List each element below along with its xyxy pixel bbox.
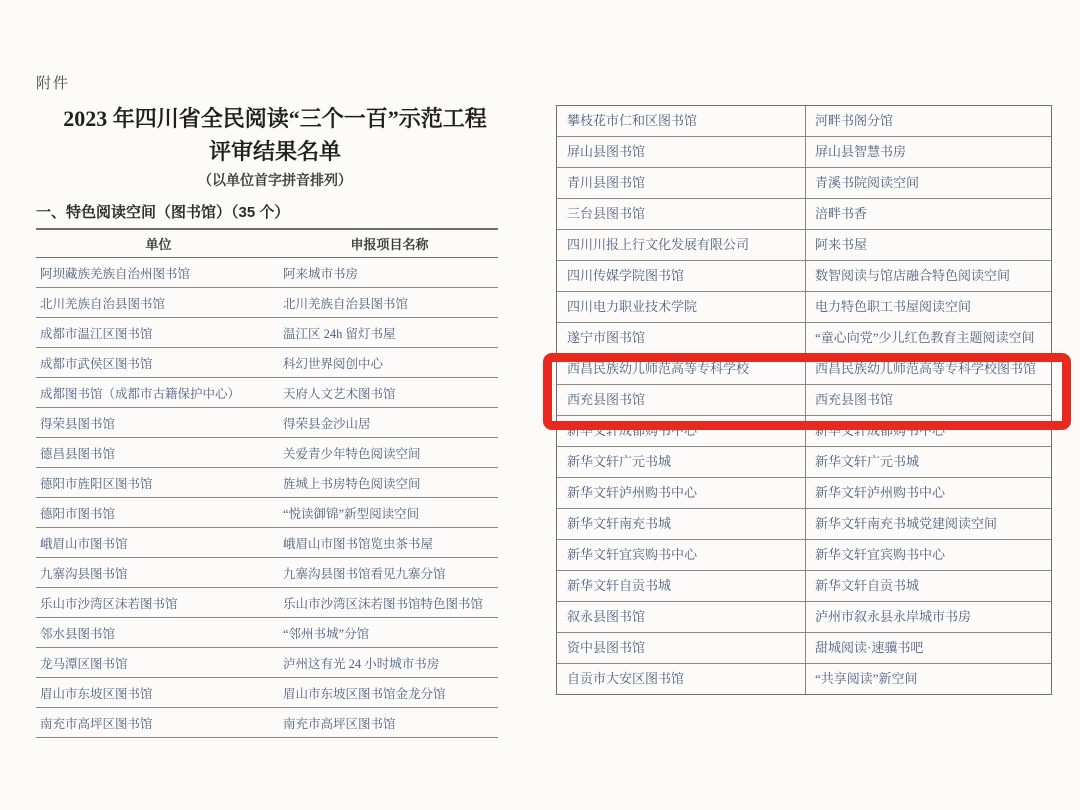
project-cell: 科幻世界阅创中心 (283, 356, 384, 371)
unit-cell: 成都市武侯区图书馆 (40, 356, 153, 371)
project-cell: 数智阅读与馆店融合特色阅读空间 (815, 267, 1011, 283)
project-cell: 涪畔书香 (815, 205, 868, 221)
project-cell: 甜城阅读·速骥书吧 (815, 639, 924, 655)
project-cell: “悦读御锦”新型阅读空间 (283, 506, 420, 521)
column-header-unit: 单位 (145, 237, 172, 252)
table-row (36, 678, 498, 708)
right-table-body (557, 106, 1051, 694)
table-row (557, 137, 1051, 168)
project-cell: 温江区 24h 留灯书屋 (283, 326, 396, 341)
unit-cell: 成都图书馆（成都市古籍保护中心） (40, 386, 241, 401)
project-cell: “共享阅读”新空间 (815, 670, 918, 686)
unit-cell: 四川电力职业技术学院 (557, 292, 806, 322)
table-row (557, 106, 1051, 137)
unit-cell: 成都市温江区图书馆 (40, 326, 153, 341)
project-cell: 泸州这有光 24 小时城市书房 (283, 656, 440, 671)
unit-cell: 攀枝花市仁和区图书馆 (557, 106, 806, 136)
unit-cell: 四川川报上行文化发展有限公司 (557, 230, 806, 260)
table-row (36, 408, 498, 438)
project-cell: 天府人文艺术图书馆 (283, 386, 396, 401)
table-row (36, 258, 498, 288)
table-row (36, 708, 498, 738)
table-row (557, 354, 1051, 385)
unit-cell: 新华文轩宜宾购书中心 (557, 540, 806, 570)
project-cell: 河畔书阁分馆 (815, 112, 894, 128)
left-table-body (36, 258, 498, 738)
right-results-table (556, 105, 1052, 695)
project-cell: 阿来城市书房 (283, 266, 359, 281)
table-row (36, 498, 498, 528)
table-row (557, 633, 1051, 664)
project-cell: 青溪书院阅读空间 (815, 174, 920, 190)
project-cell: 眉山市东坡区图书馆金龙分馆 (283, 686, 446, 701)
project-cell: 电力特色职工书屋阅读空间 (815, 298, 972, 314)
table-row (557, 602, 1051, 633)
left-results-table (36, 228, 498, 738)
table-row (36, 438, 498, 468)
unit-cell: 青川县图书馆 (557, 168, 806, 198)
project-cell: “邻州书城”分馆 (283, 626, 370, 641)
project-cell: 泸州市叙永县永岸城市书房 (815, 608, 972, 624)
project-cell: 阿来书屋 (815, 236, 868, 252)
table-row (557, 540, 1051, 571)
unit-cell: 西昌民族幼儿师范高等专科学校 (557, 354, 806, 384)
project-cell: 乐山市沙湾区沫若图书馆特色图书馆 (283, 596, 484, 611)
project-cell: 南充市高坪区图书馆 (283, 716, 396, 731)
table-row (557, 447, 1051, 478)
table-row (36, 588, 498, 618)
unit-cell: 龙马潭区图书馆 (40, 656, 128, 671)
unit-cell: 屏山县图书馆 (557, 137, 806, 167)
table-row (36, 558, 498, 588)
unit-cell: 新华文轩泸州购书中心 (557, 478, 806, 508)
unit-cell: 德昌县图书馆 (40, 446, 116, 461)
table-row (557, 230, 1051, 261)
project-cell: 新华文轩南充书城党建阅读空间 (815, 515, 998, 531)
table-row (36, 468, 498, 498)
table-row (557, 509, 1051, 540)
table-row (557, 385, 1051, 416)
unit-cell: 邻水县图书馆 (40, 626, 116, 641)
table-row (36, 648, 498, 678)
unit-cell: 眉山市东坡区图书馆 (40, 686, 153, 701)
document-subtitle: （以单位首字拼音排列） (198, 174, 352, 189)
table-row (557, 261, 1051, 292)
table-row (36, 348, 498, 378)
table-row (557, 664, 1051, 694)
project-cell: 九寨沟县图书馆看见九寨分馆 (283, 566, 446, 581)
unit-cell: 阿坝藏族羌族自治州图书馆 (40, 266, 191, 281)
unit-cell: 乐山市沙湾区沫若图书馆 (40, 596, 178, 611)
table-row (557, 199, 1051, 230)
project-cell: “童心向党”少儿红色教育主题阅读空间 (815, 329, 1035, 345)
table-row (36, 318, 498, 348)
attachment-label: 附件 (36, 76, 71, 92)
table-row (557, 571, 1051, 602)
unit-cell: 新华文轩广元书城 (557, 447, 806, 477)
unit-cell: 三台县图书馆 (557, 199, 806, 229)
project-cell: 新华文轩广元书城 (815, 453, 920, 469)
document-title-line1: 2023 年四川省全民阅读“三个一百”示范工程 (63, 106, 487, 131)
table-row (36, 618, 498, 648)
unit-cell: 自贡市大安区图书馆 (557, 664, 806, 694)
document-title-line2: 评审结果名单 (208, 139, 341, 164)
unit-cell: 德阳市旌阳区图书馆 (40, 476, 153, 491)
table-row (36, 378, 498, 408)
project-cell: 关爱青少年特色阅读空间 (283, 446, 421, 461)
unit-cell: 遂宁市图书馆 (557, 323, 806, 353)
unit-cell: 九寨沟县图书馆 (40, 566, 128, 581)
table-row (557, 168, 1051, 199)
project-cell: 新华文轩成都购书中心 (815, 422, 946, 438)
project-cell: 新华文轩宜宾购书中心 (815, 546, 946, 562)
unit-cell: 得荣县图书馆 (40, 416, 116, 431)
unit-cell: 四川传媒学院图书馆 (557, 261, 806, 291)
unit-cell: 德阳市图书馆 (40, 506, 116, 521)
table-row (36, 288, 498, 318)
section-heading: 一、特色阅读空间（图书馆）（35 个） (36, 204, 290, 221)
unit-cell: 资中县图书馆 (557, 633, 806, 663)
table-row (557, 416, 1051, 447)
project-cell: 屏山县智慧书房 (815, 143, 907, 159)
project-cell: 新华文轩自贡书城 (815, 577, 920, 593)
table-row (557, 478, 1051, 509)
unit-cell: 叙永县图书馆 (557, 602, 806, 632)
column-header-project: 申报项目名称 (350, 237, 429, 252)
table-row (557, 323, 1051, 354)
project-cell: 新华文轩泸州购书中心 (815, 484, 946, 500)
project-cell: 得荣县金沙山居 (283, 416, 371, 431)
project-cell: 峨眉山市图书馆览虫茶书屋 (283, 536, 434, 551)
project-cell: 旌城上书房特色阅读空间 (283, 476, 421, 491)
unit-cell: 新华文轩成都购书中心 (557, 416, 806, 446)
project-cell: 北川羌族自治县图书馆 (283, 296, 409, 311)
unit-cell: 新华文轩南充书城 (557, 509, 806, 539)
project-cell: 西充县图书馆 (815, 391, 894, 407)
unit-cell: 北川羌族自治县图书馆 (40, 296, 166, 311)
unit-cell: 南充市高坪区图书馆 (40, 716, 153, 731)
table-header-row (36, 230, 498, 258)
unit-cell: 新华文轩自贡书城 (557, 571, 806, 601)
unit-cell: 西充县图书馆 (557, 385, 806, 415)
project-cell: 西昌民族幼儿师范高等专科学校图书馆 (815, 360, 1037, 376)
table-row (36, 528, 498, 558)
table-row (557, 292, 1051, 323)
unit-cell: 峨眉山市图书馆 (40, 536, 128, 551)
